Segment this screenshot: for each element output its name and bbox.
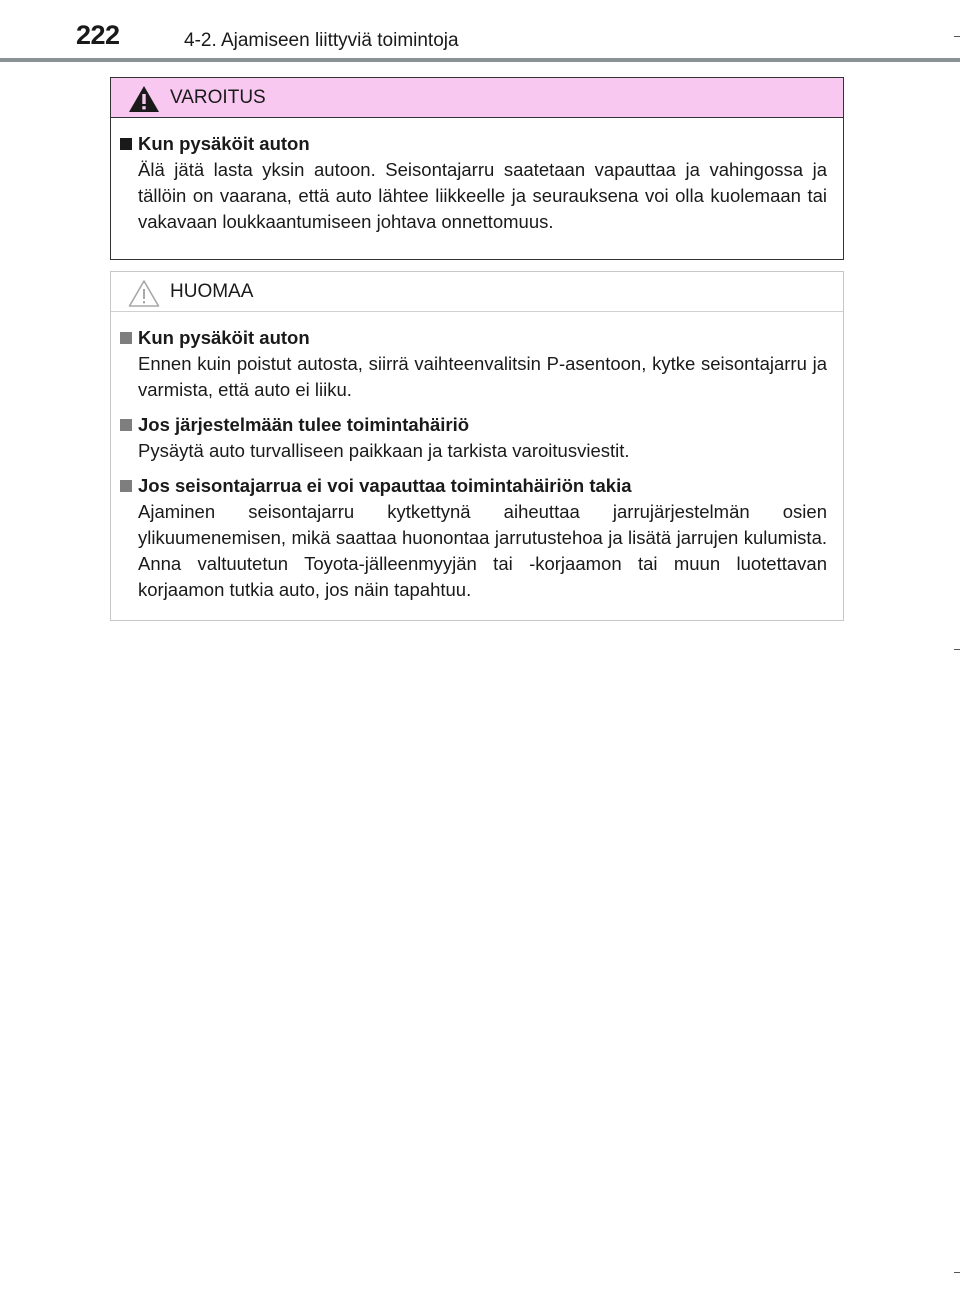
notice-box-body [111,312,843,603]
notice-box-header [111,272,843,312]
notice-box [110,271,844,621]
notice-item [120,473,827,603]
section-title: 4-2. Ajamiseen liittyviä toimintoja [184,30,459,51]
square-bullet-icon [120,480,132,492]
caution-triangle-outline-icon [127,278,161,308]
item-heading-text: Kun pysäköit auton [138,327,310,348]
item-heading [120,325,827,351]
item-heading-text: Kun pysäköit auton [138,133,310,154]
warning-triangle-icon [127,84,161,114]
square-bullet-icon [120,332,132,344]
warning-box-header [111,78,843,118]
notice-label: HUOMAA [170,281,254,302]
square-bullet-icon [120,419,132,431]
item-heading [120,473,827,499]
crop-mark [954,36,960,37]
page-header [0,0,960,62]
header-rule [0,58,960,62]
notice-item [120,325,827,403]
item-heading [120,131,827,157]
warning-box-body [111,118,843,235]
notice-item [120,412,827,464]
item-heading-text: Jos järjestelmään tulee toimintahäiriö [138,414,470,435]
square-bullet-icon [120,138,132,150]
item-text: Älä jätä lasta yksin autoon. Seisontajarru saatetaan vapauttaa ja vahingossa ja tällöin on vaarana, että auto lähtee liikkeelle ja seurauksena voi olla kuolemaan tai vakavaan loukkaantumiseen johtava onnettomuus. [138,159,827,232]
item-text: Ajaminen seisontajarru kytkettynä aiheuttaa jarrujärjestelmän osien ylikuumenemisen, mikä saattaa huonontaa jarrutustehoa ja lisätä jarrujen kulumista. Anna valtuutetun Toyota-jälleenmyyjän tai -korjaamon tai muun luotettavan korjaamon tutkia auto, jos näin tapahtuu. [138,501,827,600]
item-text: Ennen kuin poistut autosta, siirrä vaihteenvalitsin P-asentoon, kytke seisontajarru ja varmista, että auto ei liiku. [138,353,827,400]
warning-item [120,131,827,235]
warning-box [110,77,844,260]
crop-mark [954,649,960,650]
item-heading-text: Jos seisontajarrua ei voi vapauttaa toimintahäiriön takia [138,475,632,496]
warning-label: VAROITUS [170,87,266,108]
item-text: Pysäytä auto turvalliseen paikkaan ja tarkista varoitusviestit. [138,440,630,461]
item-heading [120,412,827,438]
page-number: 222 [76,20,120,50]
crop-mark [954,1272,960,1273]
